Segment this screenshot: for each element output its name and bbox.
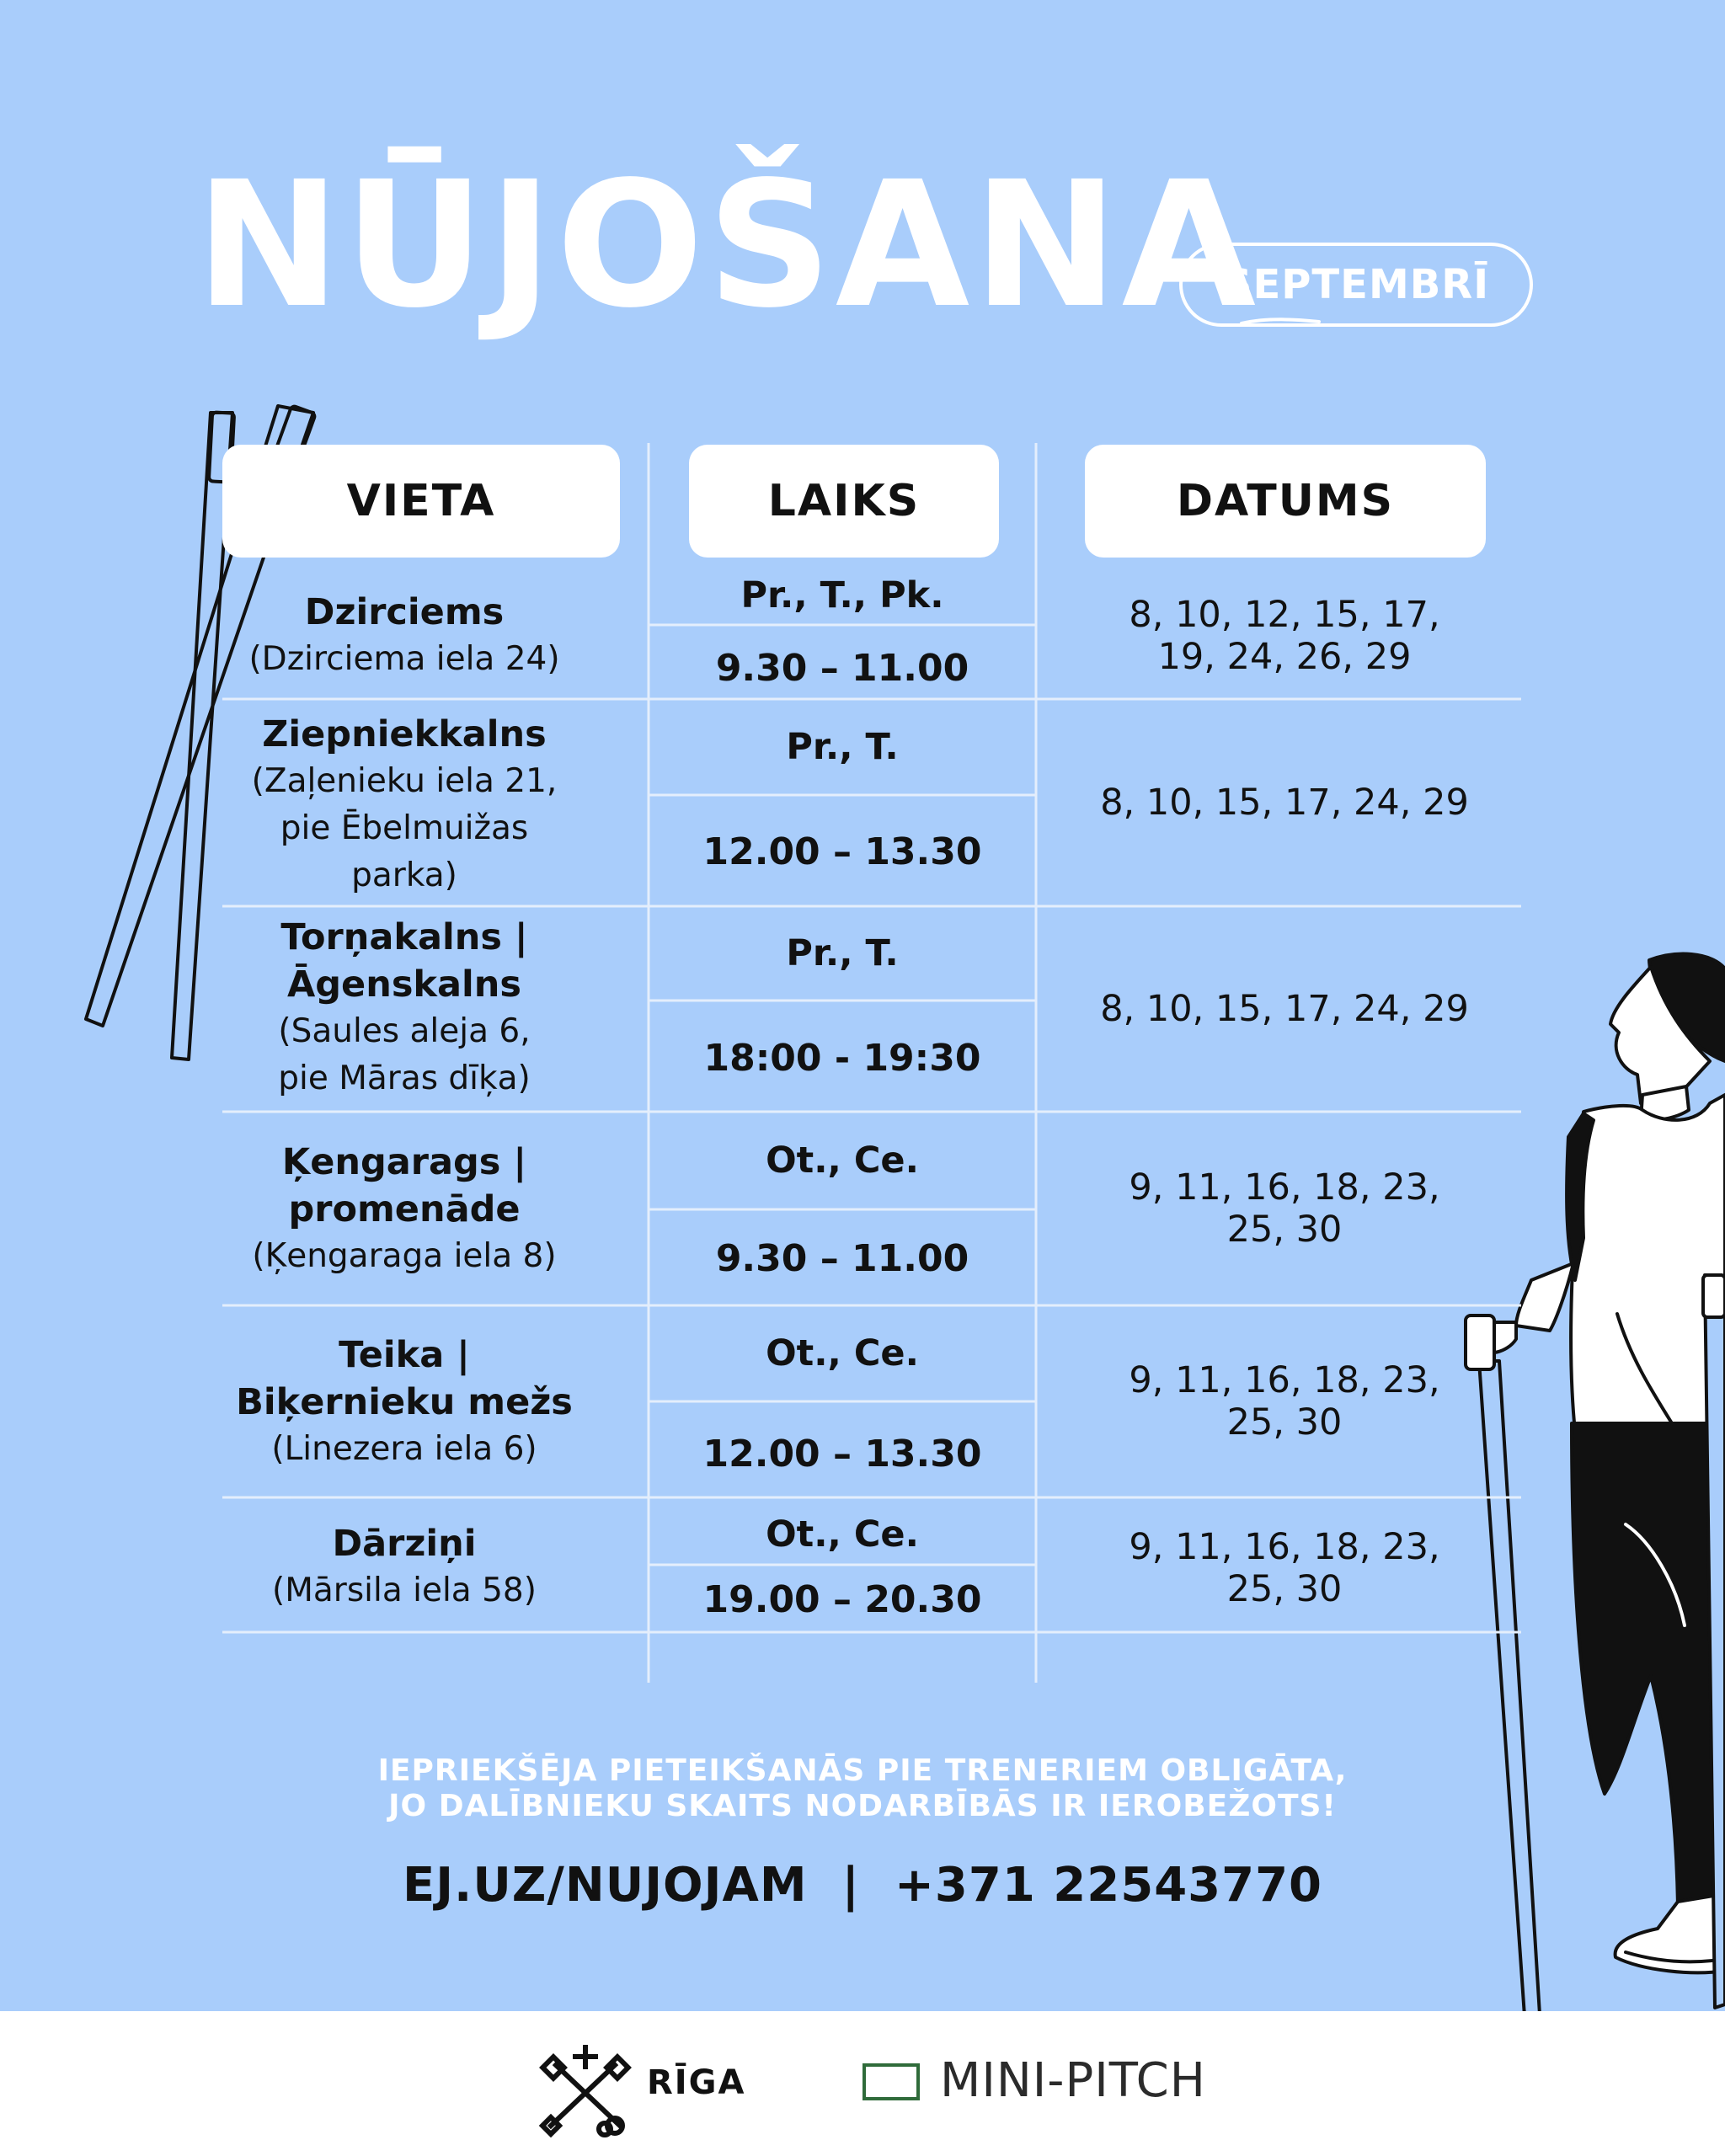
schedule-time: 19.00 – 20.30 — [702, 1577, 982, 1621]
schedule-days: Pr., T., Pk. — [740, 574, 944, 616]
schedule-dates: 9, 11, 16, 18, 23, 25, 30 — [1129, 1359, 1440, 1444]
schedule-dates: 9, 11, 16, 18, 23, 25, 30 — [1129, 1166, 1440, 1251]
location-name: Dzirciems — [304, 591, 505, 633]
schedule-days: Ot., Ce. — [766, 1513, 919, 1556]
location-address: (Mārsila iela 58) — [272, 1572, 537, 1609]
schedule-days: Ot., Ce. — [766, 1332, 919, 1374]
riga-label: RĪGA — [647, 2063, 746, 2102]
location-address: (Saules aleja 6, pie Māras dīķa) — [278, 1012, 531, 1097]
location-name: Ziepniekkalns — [262, 713, 547, 755]
schedule-time: 9.30 – 11.00 — [715, 1236, 969, 1280]
schedule-time: 12.00 – 13.30 — [702, 1432, 982, 1476]
table-row-location — [222, 1314, 586, 1491]
schedule-dates: 8, 10, 15, 17, 24, 29 — [1100, 782, 1469, 824]
schedule-days: Pr., T. — [786, 932, 899, 974]
table-row-location — [222, 573, 586, 699]
schedule-dates: 8, 10, 12, 15, 17, 19, 24, 26, 29 — [1129, 594, 1440, 678]
header-place: VIETA — [222, 445, 620, 558]
location-address: (Ķengaraga iela 8) — [252, 1237, 557, 1275]
table-row-location — [222, 1504, 586, 1630]
schedule-days: Pr., T. — [786, 726, 899, 768]
location-name: Torņakalns | Āgenskalns — [280, 916, 528, 1006]
schedule-time: 18:00 - 19:30 — [703, 1036, 981, 1080]
table-row-location — [222, 911, 586, 1105]
table-row-location — [222, 712, 586, 898]
location-address: (Linezera iela 6) — [271, 1430, 537, 1468]
location-name: Teika | Biķernieku mežs — [236, 1334, 573, 1423]
schedule-time: 9.30 – 11.00 — [715, 646, 969, 690]
registration-note: IEPRIEKŠĒJA PIETEIKŠANĀS PIE TRENERIEM OBLIGĀTA, JO DALĪBNIEKU SKAITS NODARBĪBĀS IR IEROBEŽOTS! — [377, 1753, 1348, 1823]
schedule-time: 12.00 – 13.30 — [702, 830, 982, 873]
mini-pitch-logo — [862, 2063, 920, 2100]
page-title: NŪJOŠANA — [195, 144, 1260, 346]
schedule-days: Ot., Ce. — [766, 1139, 919, 1182]
header-time: LAIKS — [689, 445, 999, 558]
contact-info: EJ.UZ/NUJOJAM | +371 22543770 — [402, 1858, 1323, 1913]
minipitch-label: MINI-PITCH — [940, 2053, 1206, 2108]
riga-keys-logo — [539, 2045, 632, 2137]
header-dates: DATUMS — [1085, 445, 1486, 558]
schedule-dates: 8, 10, 15, 17, 24, 29 — [1100, 988, 1469, 1030]
location-name: Ķengarags | promenāde — [281, 1141, 527, 1230]
table-row-location — [222, 1120, 586, 1299]
footer — [0, 2011, 1725, 2156]
location-address: (Dzirciema iela 24) — [248, 640, 560, 678]
month-badge: SEPTEMBRĪ — [1179, 243, 1533, 327]
schedule-dates: 9, 11, 16, 18, 23, 25, 30 — [1129, 1526, 1440, 1610]
location-name: Dārziņi — [332, 1523, 477, 1565]
location-address: (Zaļenieku iela 21, pie Ēbelmuižas parka) — [251, 762, 558, 894]
